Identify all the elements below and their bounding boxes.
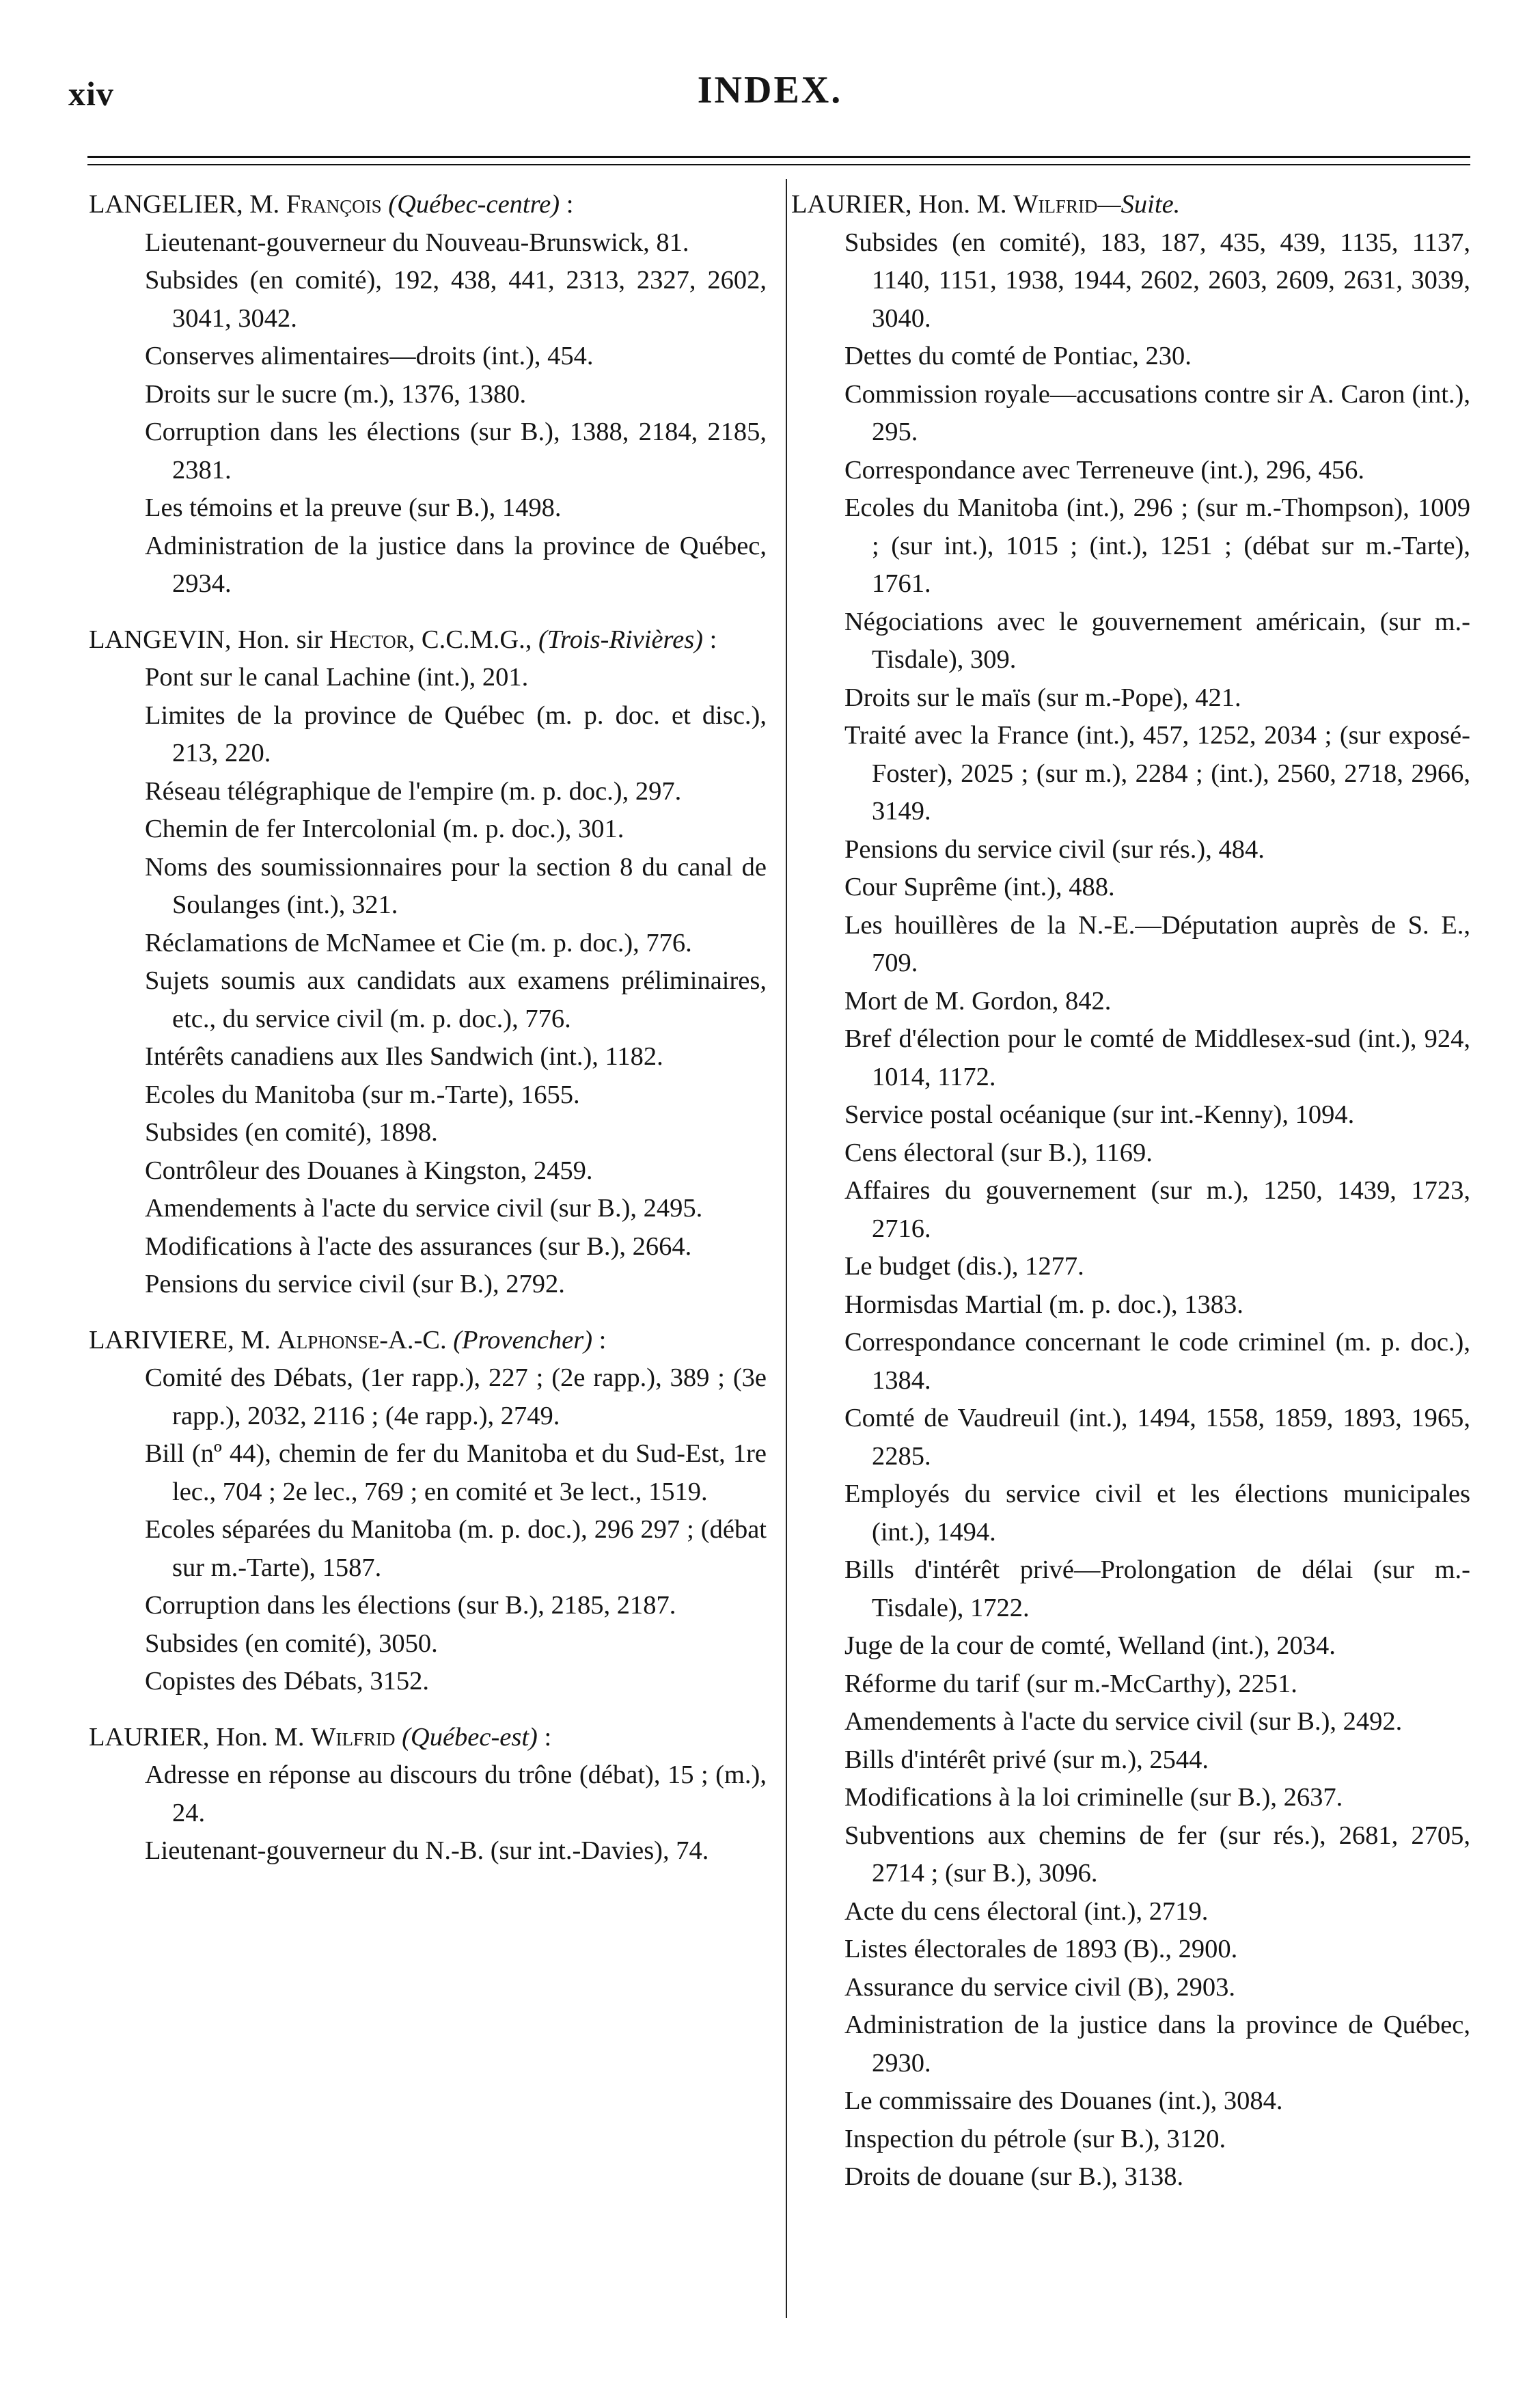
index-entry: Bills d'intérêt privé (sur m.), 2544. (844, 1745, 1209, 1774)
index-entry: Pensions du service civil (sur B.), 2792. (145, 1270, 565, 1298)
index-entry: Droits sur le maïs (sur m.-Pope), 421. (844, 683, 1241, 712)
page-title: INDEX. (697, 69, 843, 111)
index-entry: Acte du cens électoral (int.), 2719. (844, 1896, 1209, 1926)
index-entry: Corruption dans les élections (sur B.), 1388, 2184, 2185, 2381. (145, 418, 767, 485)
heading-title: , C.C.M.G., (408, 625, 532, 654)
heading-continued: —Suite. (1097, 190, 1181, 219)
index-entry: Employés du service civil et les élections municipales (int.), 1494. (844, 1480, 1470, 1547)
index-entry: Modifications à la loi criminelle (sur B.), 2637. (844, 1783, 1343, 1812)
index-entry: Négociations avec le gouvernement américain, (sur m.-Tisdale), 309. (844, 607, 1470, 674)
index-entry: Corruption dans les élections (sur B.), 2185, 2187. (145, 1591, 676, 1620)
heading-riding: (Québec-est) (402, 1722, 538, 1752)
heading-suffix: : (566, 190, 574, 219)
index-entry: Le budget (dis.), 1277. (844, 1252, 1084, 1281)
heading-given-name: Wilfrid (311, 1722, 396, 1752)
index-entry: Subsides (en comité), 1898. (145, 1118, 438, 1147)
heading-name: LAURIER, Hon. M. (89, 1722, 305, 1752)
right-column (790, 186, 1470, 2196)
index-entry: Cens électoral (sur B.), 1169. (844, 1138, 1153, 1167)
heading-suffix: : (709, 625, 717, 654)
index-entry: Limites de la province de Québec (m. p. doc. et disc.), 213, 220. (145, 700, 767, 767)
index-entry: Hormisdas Martial (m. p. doc.), 1383. (844, 1290, 1243, 1319)
heading-riding: (Québec-centre) (388, 190, 560, 219)
heading-suffix: : (599, 1325, 607, 1354)
index-entry: Intérêts canadiens aux Iles Sandwich (int.), 1182. (145, 1042, 663, 1071)
index-heading-continued (790, 186, 1470, 224)
index-entry: Listes électorales de 1893 (B)., 2900. (844, 1935, 1238, 1963)
index-entry: Conserves alimentaires—droits (int.), 454. (145, 342, 594, 370)
left-column (87, 186, 767, 1870)
index-entry: Bills d'intérêt privé—Prolongation de délai (sur m.-Tisdale), 1722. (844, 1555, 1470, 1622)
index-entry: Chemin de fer Intercolonial (m. p. doc.), 301. (145, 815, 624, 843)
index-entry: Correspondance avec Terreneuve (int.), 296, 456. (844, 455, 1364, 485)
index-entry: Administration de la justice dans la province de Québec, 2934. (145, 531, 767, 598)
heading-suffix: : (544, 1722, 552, 1752)
index-entry: Traité avec la France (int.), 457, 1252, 2034 ; (sur exposé-Foster), 2025 ; (sur m.), 2284 ; (int.), 2560, 2718, 2966, 3149. (844, 721, 1470, 826)
heading-given-name: Wilfrid (1013, 190, 1098, 219)
index-entry: Lieutenant-gouverneur du N.-B. (sur int.-Davies), 74. (145, 1836, 709, 1865)
index-entry: Subsides (en comité), 3050. (145, 1629, 438, 1658)
heading-given-name: François (286, 190, 382, 219)
index-entry: Droits de douane (sur B.), 3138. (844, 2162, 1184, 2191)
index-entry: Commission royale—accusations contre sir A. Caron (int.), 295. (844, 379, 1470, 446)
index-entry: Inspection du pétrole (sur B.), 3120. (844, 2124, 1226, 2153)
index-entry: Lieutenant-gouverneur du Nouveau-Brunswick, 81. (145, 228, 689, 257)
heading-name: LARIVIERE, M. (89, 1325, 271, 1354)
index-entry: Comité des Débats, (1er rapp.), 227 ; (2e rapp.), 389 ; (3e rapp.), 2032, 2116 ; (4e rapp.), 2749. (145, 1363, 767, 1430)
index-entry: Pensions du service civil (sur rés.), 484. (844, 834, 1265, 864)
index-entry: Ecoles séparées du Manitoba (m. p. doc.), 296 297 ; (débat sur m.-Tarte), 1587. (145, 1515, 767, 1582)
index-entry: Ecoles du Manitoba (sur m.-Tarte), 1655. (145, 1080, 580, 1109)
index-entry: Affaires du gouvernement (sur m.), 1250, 1439, 1723, 2716. (844, 1176, 1470, 1243)
index-entry: Modifications à l'acte des assurances (sur B.), 2664. (145, 1231, 692, 1261)
index-entry: Bref d'élection pour le comté de Middlesex-sud (int.), 924, 1014, 1172. (844, 1024, 1470, 1091)
column-divider (786, 179, 787, 2318)
index-entry: Réclamations de McNamee et Cie (m. p. doc.), 776. (145, 928, 692, 957)
index-entry: Correspondance concernant le code criminel (m. p. doc.), 1384. (844, 1328, 1470, 1395)
index-heading (87, 1719, 767, 1757)
index-entry: Réseau télégraphique de l'empire (m. p. doc.), 297. (145, 776, 682, 806)
header-rule-thick (87, 156, 1470, 158)
heading-name: LAURIER, Hon. M. (791, 190, 1007, 219)
index-entry: Juge de la cour de comté, Welland (int.), 2034. (844, 1631, 1336, 1660)
index-entry: Amendements à l'acte du service civil (sur B.), 2495. (145, 1194, 703, 1223)
index-entry: Subventions aux chemins de fer (sur rés.), 2681, 2705, 2714 ; (sur B.), 3096. (844, 1821, 1470, 1888)
index-heading (87, 621, 767, 659)
index-entry: Noms des soumissionnaires pour la section 8 du canal de Soulanges (int.), 321. (145, 852, 767, 919)
index-entry: Assurance du service civil (B), 2903. (844, 1972, 1235, 2002)
header-rule-thin (87, 164, 1470, 165)
index-entry: Amendements à l'acte du service civil (sur B.), 2492. (844, 1707, 1403, 1736)
index-entry: Copistes des Débats, 3152. (145, 1667, 429, 1696)
index-entry: Pont sur le canal Lachine (int.), 201. (145, 663, 529, 692)
index-entry: Sujets soumis aux candidats aux examens préliminaires, etc., du service civil (m. p. doc.), 776. (145, 966, 767, 1033)
index-entry: Dettes du comté de Pontiac, 230. (844, 342, 1192, 370)
index-entry: Service postal océanique (sur int.-Kenny), 1094. (844, 1100, 1355, 1129)
page-number: xiv (68, 74, 114, 113)
index-entry: Contrôleur des Douanes à Kingston, 2459. (145, 1156, 593, 1185)
index-entry: Administration de la justice dans la province de Québec, 2930. (844, 2011, 1470, 2078)
index-entry: Comté de Vaudreuil (int.), 1494, 1558, 1859, 1893, 1965, 2285. (844, 1404, 1470, 1471)
heading-riding: (Provencher) (453, 1325, 593, 1354)
heading-name: LANGELIER, M. (89, 190, 280, 219)
heading-riding: (Trois-Rivières) (538, 625, 703, 654)
index-entry: Droits sur le sucre (m.), 1376, 1380. (145, 379, 527, 409)
index-entry: Subsides (en comité), 192, 438, 441, 2313, 2327, 2602, 3041, 3042. (145, 266, 767, 333)
index-entry: Cour Suprême (int.), 488. (844, 873, 1115, 901)
index-entry: Le commissaire des Douanes (int.), 3084. (844, 2086, 1283, 2115)
index-entry: Bill (nº 44), chemin de fer du Manitoba et du Sud-Est, 1re lec., 704 ; 2e lec., 769 ; en comité et 3e lect., 1519. (145, 1439, 767, 1506)
index-entry: Ecoles du Manitoba (int.), 296 ; (sur m.-Thompson), 1009 ; (sur int.), 1015 ; (int.), 1251 ; (débat sur m.-Tarte), 1761. (844, 493, 1470, 598)
heading-given-name: Alphonse-A.-C. (277, 1325, 447, 1354)
index-entry: Mort de M. Gordon, 842. (844, 986, 1112, 1016)
index-entry: Les témoins et la preuve (sur B.), 1498. (145, 493, 562, 522)
index-entry: Adresse en réponse au discours du trône (débat), 15 ; (m.), 24. (145, 1760, 767, 1827)
heading-given-name: Hector (329, 625, 409, 654)
index-entry: Subsides (en comité), 183, 187, 435, 439, 1135, 1137, 1140, 1151, 1938, 1944, 2602, 2603, 2609, 2631, 3039, 3040. (844, 228, 1470, 333)
index-heading (87, 186, 767, 224)
index-heading (87, 1322, 767, 1360)
heading-name: LANGEVIN, Hon. sir (89, 625, 323, 654)
index-entry: Les houillères de la N.-E.—Députation auprès de S. E., 709. (844, 910, 1470, 977)
index-entry: Réforme du tarif (sur m.-McCarthy), 2251. (844, 1669, 1297, 1698)
